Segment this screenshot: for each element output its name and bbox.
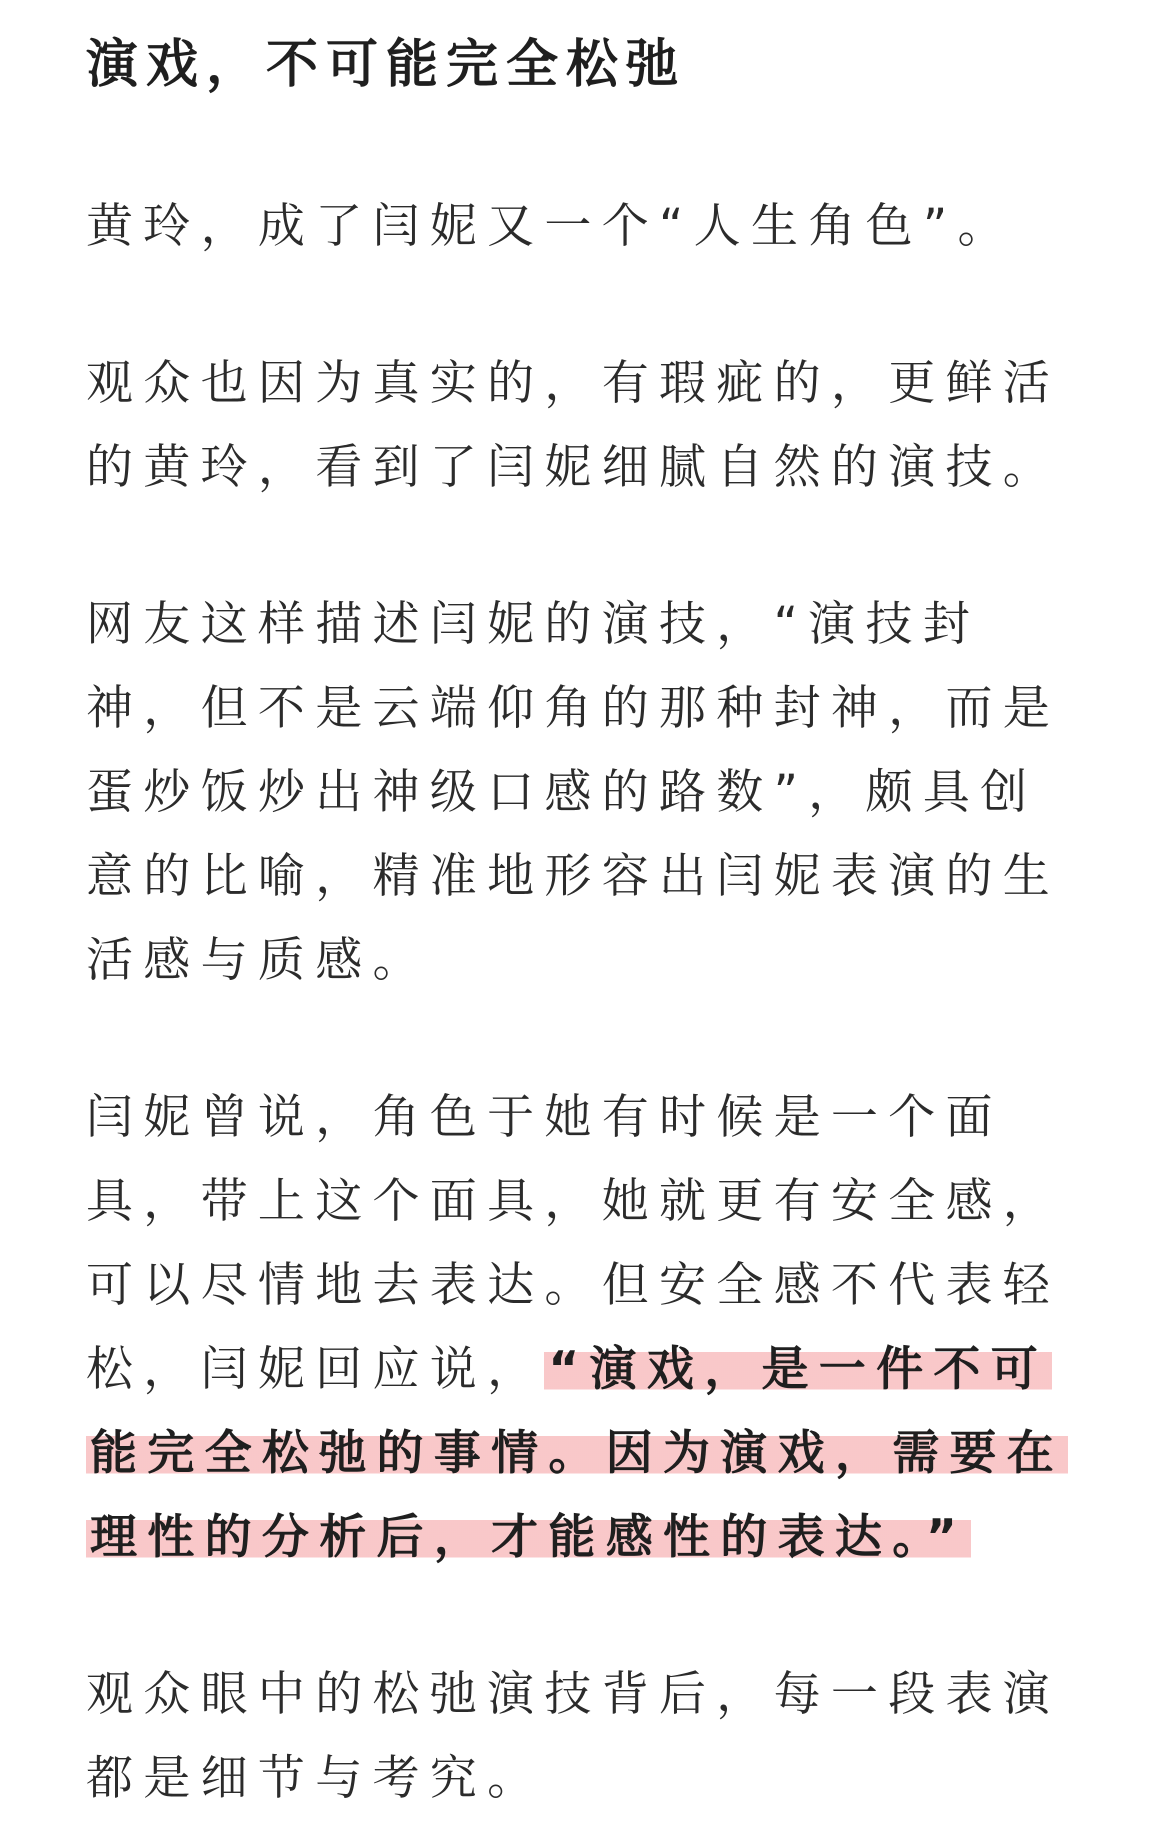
article-title: 演戏，不可能完全松弛 xyxy=(86,35,687,95)
highlighted-quote: “演戏，是一件不可能完全松弛的事情。因为演戏，需要在理性的分析后，才能感性的表达。” xyxy=(86,1342,1068,1565)
paragraph-1: 黄玲，成了闫妮又一个“人生角色”。 xyxy=(86,199,1015,254)
paragraph-4 xyxy=(86,1076,1080,1580)
paragraph-3: 网友这样描述闫妮的演技，“演技封神，但不是云端仰角的那种封神，而是蛋炒饭炒出神级口感的路数”，颇具创意的比喻，精准地形容出闫妮表演的生活感与质感。 xyxy=(86,597,1061,988)
paragraph-4-text: 闫妮曾说，角色于她有时候是一个面具，带上这个面具，她就更有安全感，可以尽情地去表达。但安全感不代表轻松，闫妮回应说， xyxy=(86,1090,1061,1397)
paragraph-2: 观众也因为真实的，有瑕疵的，更鲜活的黄玲，看到了闫妮细腻自然的演技。 xyxy=(86,356,1061,495)
closing-paragraph: 观众眼中的松弛演技背后，每一段表演都是细节与考究。 xyxy=(86,1667,1061,1806)
